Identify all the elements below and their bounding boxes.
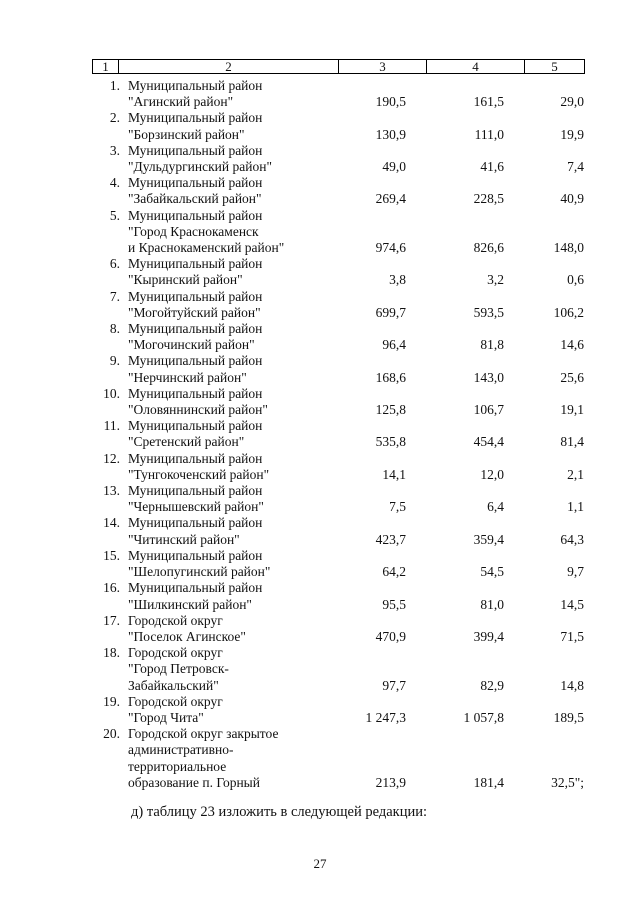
- row-number: 16.: [103, 580, 120, 596]
- table-row: [92, 726, 584, 791]
- value-col-4: 454,4: [473, 434, 504, 450]
- value-col-3: 3,8: [389, 272, 406, 288]
- municipality-name: Муниципальный район "Кыринский район": [128, 256, 263, 288]
- value-col-4: 593,5: [473, 304, 504, 320]
- table-row: [92, 289, 584, 321]
- row-number: 7.: [109, 288, 120, 304]
- row-number: 10.: [103, 385, 120, 401]
- value-col-5: 25,6: [560, 369, 584, 385]
- table-row: [92, 78, 584, 110]
- value-col-4: 228,5: [473, 191, 504, 207]
- table-row: [92, 175, 584, 207]
- municipality-name: Муниципальный район "Дульдургинский район": [128, 142, 272, 175]
- value-col-4: 81,8: [480, 337, 504, 353]
- value-col-3: 49,0: [382, 159, 406, 175]
- value-col-3: 96,4: [382, 337, 406, 353]
- municipality-name: Муниципальный район "Читинский район": [128, 515, 263, 547]
- row-number: 4.: [109, 175, 120, 191]
- value-col-5: 14,8: [560, 677, 584, 693]
- row-number: 8.: [109, 321, 120, 337]
- value-col-5: 2,1: [567, 466, 584, 482]
- municipality-name: Муниципальный район "Нерчинский район": [128, 353, 263, 385]
- row-number: 14.: [103, 515, 120, 531]
- row-number: 5.: [109, 207, 120, 223]
- value-col-5: 106,2: [553, 304, 584, 320]
- row-number: 18.: [103, 645, 120, 661]
- value-col-3: 423,7: [375, 531, 406, 547]
- municipality-name: Муниципальный район "Чернышевский район": [128, 483, 264, 515]
- instruction-text: д) таблицу 23 изложить в следующей редакции:: [131, 804, 428, 820]
- value-col-4: 399,4: [473, 628, 504, 644]
- value-col-5: 9,7: [567, 564, 584, 580]
- value-col-3: 97,7: [382, 677, 406, 693]
- value-col-5: 7,4: [567, 159, 584, 175]
- value-col-3: 470,9: [375, 628, 406, 644]
- header-col-3: 3: [339, 60, 427, 74]
- municipality-name: Муниципальный район "Могойтуйский район": [128, 288, 263, 320]
- value-col-5: 81,4: [560, 434, 584, 450]
- value-col-4: 12,0: [480, 466, 504, 482]
- value-col-5: 1,1: [567, 499, 584, 515]
- value-col-4: 3,2: [487, 272, 504, 288]
- table-row: [92, 613, 584, 645]
- table-row: [92, 256, 584, 288]
- value-col-4: 143,0: [473, 369, 504, 385]
- row-number: 13.: [103, 483, 120, 499]
- value-col-3: 95,5: [382, 596, 406, 612]
- row-number: 2.: [109, 110, 120, 126]
- value-col-4: 81,0: [480, 596, 504, 612]
- table-row: [92, 451, 584, 483]
- municipality-name: Городской округ "Поселок Агинское": [128, 612, 246, 644]
- table-row: [92, 418, 584, 450]
- row-number: 15.: [103, 547, 120, 563]
- value-col-5: 64,3: [560, 531, 584, 547]
- page-number: 27: [313, 856, 327, 871]
- municipality-name: Муниципальный район "Забайкальский район": [128, 175, 263, 207]
- value-col-5: 189,5: [553, 709, 584, 725]
- table-row: [92, 110, 584, 142]
- value-col-3: 130,9: [375, 126, 406, 142]
- value-col-3: 1 247,3: [365, 709, 406, 725]
- row-number: 17.: [103, 612, 120, 628]
- value-col-3: 213,9: [375, 774, 406, 790]
- value-col-4: 161,5: [473, 94, 504, 110]
- table-row: [92, 515, 584, 547]
- table-row: [92, 548, 584, 580]
- row-number: 9.: [109, 353, 120, 369]
- table-row: [92, 208, 584, 257]
- value-col-4: 1 057,8: [463, 709, 504, 725]
- row-number: 12.: [103, 450, 120, 466]
- value-col-5: 0,6: [567, 272, 584, 288]
- value-col-5: 19,9: [560, 126, 584, 142]
- row-number: 20.: [103, 726, 120, 742]
- value-col-5: 19,1: [560, 402, 584, 418]
- value-col-3: 190,5: [375, 94, 406, 110]
- table-row: [92, 580, 584, 612]
- value-col-4: 181,4: [473, 774, 504, 790]
- row-number: 11.: [103, 418, 120, 434]
- municipality-name: Муниципальный район "Шилкинский район": [128, 580, 263, 612]
- value-col-3: 974,6: [375, 240, 406, 256]
- value-col-4: 111,0: [474, 126, 504, 142]
- value-col-3: 269,4: [375, 191, 406, 207]
- header-col-4: 4: [427, 60, 525, 74]
- value-col-5: 148,0: [553, 240, 584, 256]
- row-number: 3.: [109, 142, 120, 158]
- table-row: [92, 694, 584, 726]
- value-col-4: 41,6: [480, 159, 504, 175]
- table-body: [92, 78, 584, 791]
- value-col-3: 535,8: [375, 434, 406, 450]
- value-col-4: 106,7: [473, 402, 504, 418]
- value-col-3: 699,7: [375, 304, 406, 320]
- table-row: [92, 143, 584, 175]
- value-col-4: 54,5: [480, 564, 504, 580]
- municipality-name: Муниципальный район "Тунгокоченский район": [128, 450, 270, 482]
- municipality-name: Городской округ "Город Чита": [128, 693, 223, 725]
- header-col-2: 2: [119, 60, 339, 74]
- municipality-name: Муниципальный район "Борзинский район": [128, 110, 263, 142]
- value-col-3: 168,6: [375, 369, 406, 385]
- value-col-4: 826,6: [473, 240, 504, 256]
- value-col-3: 125,8: [375, 402, 406, 418]
- table-header: [92, 59, 585, 74]
- value-col-5: 40,9: [560, 191, 584, 207]
- value-col-4: 82,9: [480, 677, 504, 693]
- municipality-name: Городской округ закрытое административно- территориальное образование п. Горный: [128, 726, 279, 790]
- value-col-3: 14,1: [382, 466, 406, 482]
- row-number: 6.: [109, 256, 120, 272]
- table-row: [92, 483, 584, 515]
- table-row: [92, 386, 584, 418]
- header-col-1: 1: [93, 60, 119, 74]
- municipality-name: Муниципальный район "Оловяннинский район": [128, 385, 268, 418]
- municipality-name: Муниципальный район "Могочинский район": [128, 321, 263, 353]
- municipality-name: Муниципальный район "Сретенский район": [128, 418, 263, 450]
- value-col-5: 32,5";: [551, 774, 584, 790]
- value-col-4: 6,4: [487, 499, 504, 515]
- row-number: 19.: [103, 693, 120, 709]
- header-col-5: 5: [525, 60, 585, 74]
- value-col-4: 359,4: [473, 531, 504, 547]
- municipality-name: Муниципальный район "Агинский район": [128, 78, 263, 110]
- table-row: [92, 645, 584, 694]
- value-col-5: 14,5: [560, 596, 584, 612]
- row-number: 1.: [109, 78, 120, 93]
- table-row: [92, 321, 584, 353]
- municipality-name: Городской округ "Город Петровск- Забайкальский": [128, 645, 229, 693]
- value-col-5: 14,6: [560, 337, 584, 353]
- municipality-name: Муниципальный район "Шелопугинский район": [128, 547, 271, 580]
- value-col-5: 71,5: [560, 628, 584, 644]
- table-row: [92, 353, 584, 385]
- municipality-name: Муниципальный район "Город Краснокаменск и Краснокаменский район": [128, 207, 285, 256]
- value-col-5: 29,0: [560, 94, 584, 110]
- value-col-3: 64,2: [382, 564, 406, 580]
- value-col-3: 7,5: [389, 499, 406, 515]
